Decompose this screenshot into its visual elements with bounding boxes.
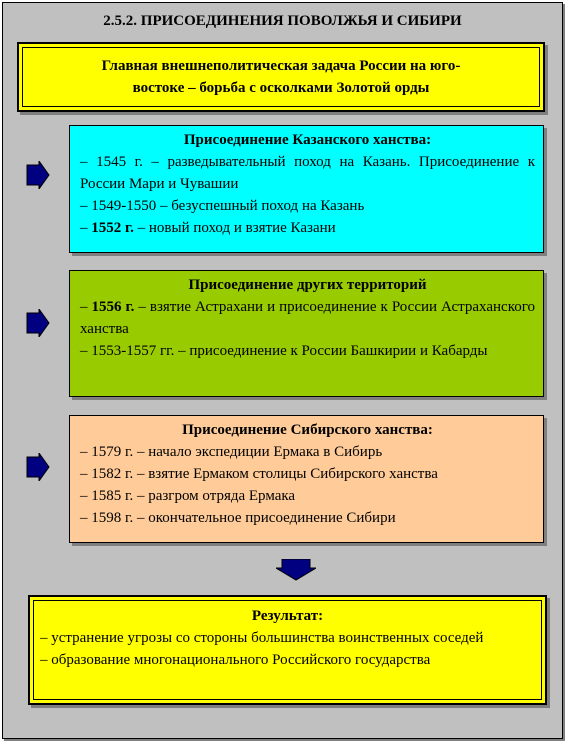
other-item-1-year: 1556 г. [91,299,135,315]
goal-line-2: востоке – борьба с осколками Золотой орды [132,80,430,96]
page-title: 2.5.2. ПРИСОЕДИНЕНИЯ ПОВОЛЖЬЯ И СИБИРИ [103,13,462,29]
kazan-section [69,125,544,253]
result-box [28,595,547,705]
siberia-item-3: – 1585 г. – разгром отряда Ермака [80,488,296,504]
arrow-right-icon [25,161,51,189]
siberia-item-2: – 1582 г. – взятие Ермаком столицы Сибирского ханства [80,466,438,482]
siberia-item-4: – 1598 г. – окончательное присоединение Сибири [80,510,396,526]
kazan-item-1: – 1545 г. – разведывательный поход на Казань. Присоединение к России Мари и Чувашии [80,154,535,192]
siberia-heading: Присоединение Сибирского ханства: [182,422,433,438]
kazan-item-3-rest: – новый поход и взятие Казани [133,220,336,236]
kazan-item-2: – 1549-1550 – безуспешный поход на Казань [80,198,365,214]
kazan-item-3-year: 1552 г. [91,220,134,236]
arrow-down-icon [276,559,316,581]
goal-line-1: Главная внешнеполитическая задача России на юго- [101,58,461,74]
other-heading: Присоединение других территорий [188,277,427,293]
kazan-item-3-prefix: – [80,220,92,236]
siberia-section [69,415,544,543]
arrow-right-icon [25,309,51,337]
kazan-item-3 [80,217,535,239]
other-item-1-prefix: – [80,299,92,315]
siberia-item-1: – 1579 г. – начало экспедиции Ермака в Сибирь [80,444,383,460]
kazan-heading: Присоединение Казанского ханства: [183,132,432,148]
other-territories-section [69,270,544,397]
other-item-1-rest: – взятие Астрахани и присоединение к России Астраханского ханства [80,299,536,337]
result-item-1: – устранение угрозы со стороны большинства воинственных соседей [40,630,484,646]
other-item-1 [80,296,535,340]
goal-box [17,42,545,112]
result-item-2: – образование многонационального Российского государства [40,652,431,668]
arrow-right-icon [25,453,51,481]
other-item-2: – 1553-1557 гг. – присоединение к России Башкирии и Кабарды [80,343,488,359]
result-heading: Результат: [251,608,324,624]
goal-text [102,55,461,99]
diagram-frame [2,2,563,739]
